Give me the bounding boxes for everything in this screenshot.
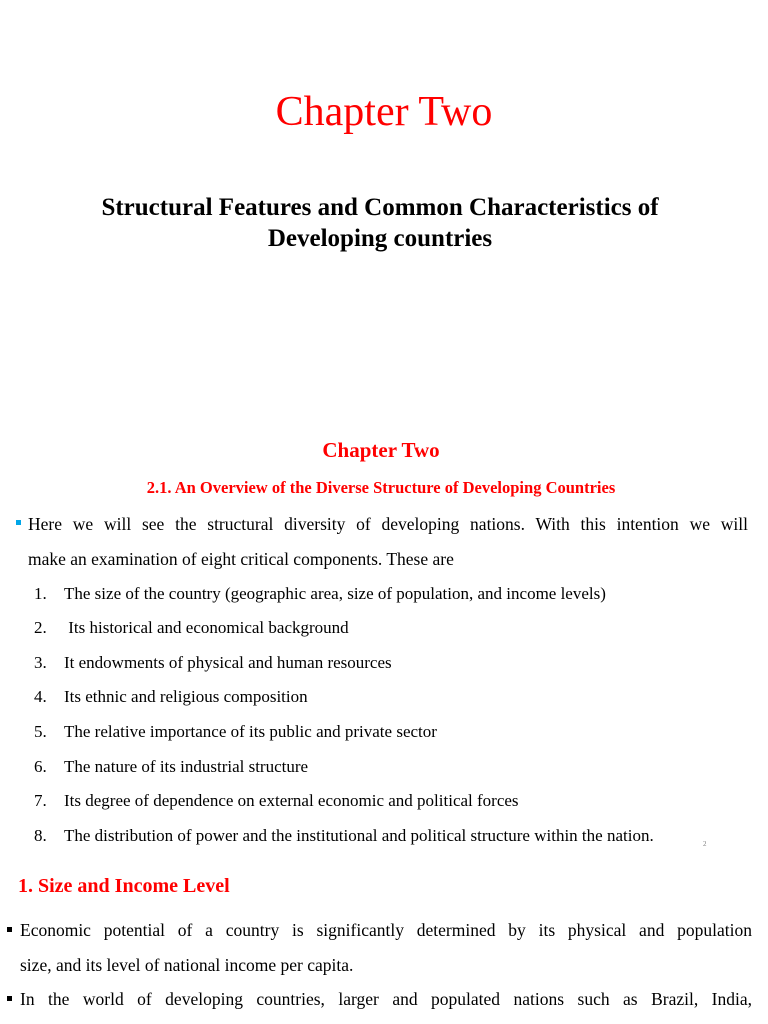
section-heading-2-1: 2.1. An Overview of the Diverse Structure of Developing Countries xyxy=(146,478,616,497)
list-item-text: Its historical and economical background xyxy=(64,618,349,637)
list-item-number: 6. xyxy=(34,757,47,776)
list-item-text: Its ethnic and religious composition xyxy=(64,687,308,706)
list-item-number: 4. xyxy=(34,687,47,706)
slide2-title: Chapter Two xyxy=(322,438,440,462)
list-item-text: The nature of its industrial structure xyxy=(64,757,309,776)
list-item-text: The relative importance of its public and private sector xyxy=(64,722,437,741)
list-item-number: 1. xyxy=(34,584,47,603)
list-item-text: The distribution of power and the institutional and political structure within the nation. xyxy=(64,826,654,845)
intro-line2: make an examination of eight critical components. These are xyxy=(28,549,454,569)
list-item xyxy=(34,755,308,779)
square-bullet-icon xyxy=(16,520,21,525)
bullet1-line1: Economic potential of a country is significantly determined by its physical and population xyxy=(20,920,752,940)
list-item xyxy=(34,651,392,675)
list-item-number: 8. xyxy=(34,826,47,845)
bullet1-line2: size, and its level of national income per capita. xyxy=(20,955,354,975)
slide1-subtitle-line1: Structural Features and Common Characteristics of xyxy=(101,194,659,221)
list-item xyxy=(34,824,654,848)
list-item-number: 3. xyxy=(34,653,47,672)
slide1-subtitle-line2: Developing countries xyxy=(267,225,493,252)
list-item-text: It endowments of physical and human resources xyxy=(64,653,392,672)
size-income-heading: 1. Size and Income Level xyxy=(18,875,230,897)
square-bullet-icon xyxy=(7,996,12,1001)
list-item xyxy=(34,685,308,709)
slide1-title: Chapter Two xyxy=(275,89,493,135)
list-item xyxy=(34,720,437,744)
intro-line1: Here we will see the structural diversity of developing nations. With this intention we will xyxy=(28,514,748,534)
list-item-text: The size of the country (geographic area, size of population, and income levels) xyxy=(64,584,606,603)
list-item xyxy=(34,789,519,813)
square-bullet-icon xyxy=(7,927,12,932)
list-item-number: 2. xyxy=(34,618,47,637)
list-item-number: 5. xyxy=(34,722,47,741)
list-item-text: Its degree of dependence on external economic and political forces xyxy=(64,791,519,810)
list-item xyxy=(34,582,606,606)
bullet2-line1: In the world of developing countries, larger and populated nations such as Brazil, India, xyxy=(20,989,752,1009)
slide1-subtitle xyxy=(40,192,720,254)
page-number: 2 xyxy=(703,840,707,848)
list-item-number: 7. xyxy=(34,791,47,810)
list-item xyxy=(34,616,349,640)
